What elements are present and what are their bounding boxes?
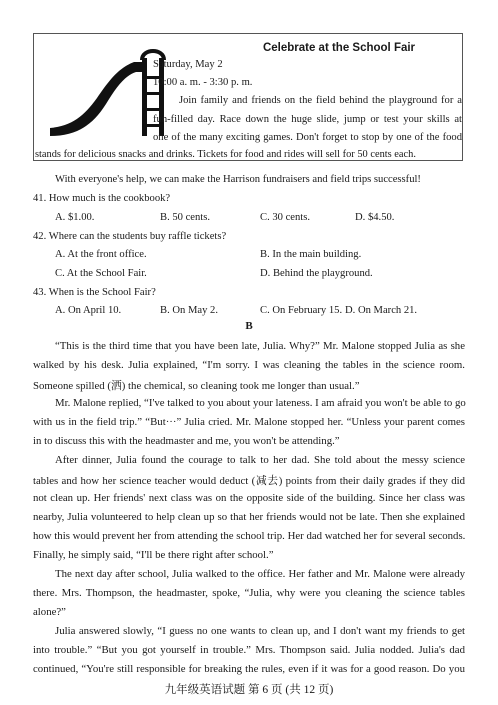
passage-line: in to discuss this with the headmaster and me, you won't be attending.” [33, 435, 340, 447]
notice-body-line: fun-filled day. Race down the huge slide, jump or test your skills at [153, 114, 462, 125]
notice-body-line: one of the many exciting games. Don't forget to stop by one of the food [153, 132, 462, 143]
q41-option-c[interactable]: C. 30 cents. [260, 212, 311, 223]
q41-option-a[interactable]: A. $1.00. [55, 212, 95, 223]
passage-line: alone?” [33, 606, 66, 618]
notice-date: Saturday, May 2 [153, 59, 223, 70]
passage-line: nearby, Julia volunteered to help clean up so that her friends would not be late. Then she explained [33, 511, 465, 523]
passage-line: not clean up. Her friends' next class was on the opposite side of the building. Since her class was [33, 492, 465, 504]
q41-option-b[interactable]: B. 50 cents. [160, 212, 211, 223]
q43-option-a[interactable]: A. On April 10. [55, 305, 122, 316]
passage-line: with us in the field trip.” “But···” Julia cried. Mr. Malone stopped her. “Unless your parent comes [33, 416, 465, 428]
passage-line: walked by his desk. Julia explained, “I'm sorry. I was cleaning the tables in the science room. [33, 359, 465, 371]
passage-line: continued, “You're still responsible for breaking the rules, even if it was for a good reason. Do you [33, 663, 465, 675]
passage-line: “This is the third time that you have been late, Julia. Why?” Mr. Malone stopped Julia as she [55, 340, 465, 352]
question-42-stem: 42. Where can the students buy raffle tickets? [33, 231, 227, 242]
q43-option-c[interactable]: C. On February 15. [260, 305, 343, 316]
q42-option-d[interactable]: D. Behind the playground. [260, 268, 373, 279]
passage-line: After dinner, Julia found the courage to talk to her dad. She told about the messy science [55, 454, 465, 466]
passage-line: tables and how her science teacher would deduct (减去) points from their daily grades if they did [33, 475, 465, 487]
q41-option-d[interactable]: D. $4.50. [355, 212, 395, 223]
passage-line: how this would prevent her from attending the school trip. Her dad watched her for several seconds. [33, 530, 466, 542]
section-label: B [245, 320, 253, 332]
closing-line: With everyone's help, we can make the Harrison fundraisers and field trips successful! [55, 174, 421, 185]
passage-line: The next day after school, Julia walked to the office. Her father and Mr. Malone were already [55, 568, 465, 580]
passage-line: there. Mrs. Thompson, the headmaster, spoke, “Julia, why were you cleaning the science tables [33, 587, 465, 599]
notice-title: Celebrate at the School Fair [262, 42, 416, 54]
passage-line: into trouble.” “But you got yourself in trouble.” Mrs. Thompson said. Julia nodded. Julia's dad [33, 644, 465, 656]
fair-notice-box [33, 33, 463, 161]
q42-option-c[interactable]: C. At the School Fair. [55, 268, 147, 279]
slide-icon [42, 46, 168, 136]
q42-option-a[interactable]: A. At the front office. [55, 249, 147, 260]
q43-option-d[interactable]: D. On March 21. [345, 305, 418, 316]
question-41-stem: 41. How much is the cookbook? [33, 193, 171, 204]
q43-option-b[interactable]: B. On May 2. [160, 305, 218, 316]
notice-time: 10:00 a. m. - 3:30 p. m. [153, 77, 253, 88]
notice-body-line: stands for delicious snacks and drinks. Tickets for food and rides will sell for 50 cents each. [35, 149, 416, 160]
notice-body-line: Join family and friends on the field behind the playground for a [179, 95, 462, 106]
question-43-stem: 43. When is the School Fair? [33, 287, 156, 298]
page-footer: 九年级英语试题 第 6 页 (共 12 页) [164, 684, 334, 696]
passage-line: Someone spilled (洒) the chemical, so cleaning took me longer than usual.” [33, 380, 360, 392]
passage-line: Finally, he simply said, “I'll be there right after school.” [33, 549, 274, 561]
passage-line: Julia answered slowly, “I guess no one wants to clean up, and I don't want my friends to get [55, 625, 465, 637]
q42-option-b[interactable]: B. In the main building. [260, 249, 362, 260]
passage-line: Mr. Malone replied, “I've talked to you about your lateness. I am afraid you won't be able to go [55, 397, 466, 409]
